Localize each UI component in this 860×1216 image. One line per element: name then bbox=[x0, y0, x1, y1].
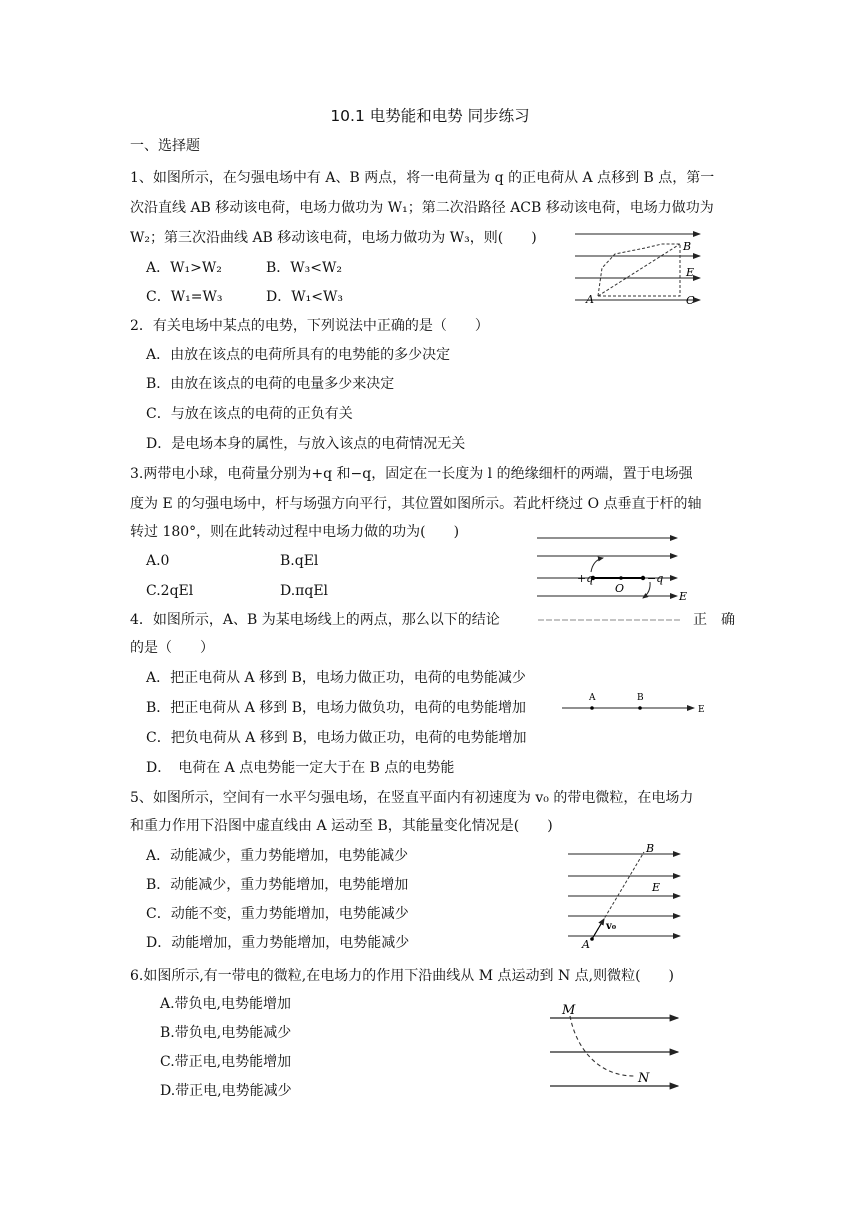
q1-label-c: C bbox=[686, 294, 695, 307]
q5-option-c: C．动能不变，重力势能增加，电势能减少 bbox=[146, 906, 409, 922]
q5-label-a: A bbox=[582, 938, 590, 951]
q2-stem: 2．有关电场中某点的电势，下列说法中正确的是（ ） bbox=[130, 318, 489, 334]
q6-option-d: D.带正电,电势能减少 bbox=[160, 1083, 292, 1099]
page-title: 10.1 电势能和电势 同步练习 bbox=[330, 107, 530, 125]
q3-rotation-arrow-left bbox=[591, 558, 603, 572]
q1-stem-line-2: 次沿直线 AB 移动该电荷，电场力做功为 W₁；第二次沿路径 ACB 移动该电荷，电场力做功为 bbox=[130, 200, 714, 216]
q6-stem: 6.如图所示,有一带电的微粒,在电场力的作用下沿曲线从 M 点运动到 N 点,则微粒( ) bbox=[130, 968, 675, 984]
q6-option-b: B.带负电,电势能减少 bbox=[160, 1025, 292, 1041]
q3-option-c: C.2qEl bbox=[146, 583, 194, 599]
q4-stem-line-1: 4．如图所示，A、B 为某电场线上的两点，那么以下的结论 bbox=[130, 612, 500, 628]
q3-stem-line-1: 3.两带电小球，电荷量分别为+q 和−q，固定在一长度为 l 的绝缘细杆的两端，置于电场强 bbox=[130, 466, 693, 482]
q3-option-d: D.πqEl bbox=[280, 583, 329, 599]
q5-option-b: B．动能减少，重力势能增加，电势能增加 bbox=[146, 877, 409, 893]
q5-option-a: A．动能减少，重力势能增加，电势能减少 bbox=[146, 848, 409, 864]
q2-option-b: B．由放在该点的电荷的电量多少来决定 bbox=[146, 376, 395, 392]
q1-option-d: D．W₁<W₃ bbox=[266, 289, 343, 305]
q4-field-line-figure bbox=[560, 690, 710, 716]
q3-option-a: A.0 bbox=[146, 553, 170, 569]
q5-stem-line-2: 和重力作用下沿图中虚直线由 A 运动至 B，其能量变化情况是( ) bbox=[130, 818, 553, 834]
q6-trajectory bbox=[570, 1016, 634, 1076]
q3-charge-negative bbox=[641, 576, 645, 580]
q4-point-b bbox=[638, 706, 642, 710]
q1-option-b: B．W₃<W₂ bbox=[266, 260, 343, 276]
q3-stem-line-3: 转过 180°，则在此转动过程中电场力做的功为( ) bbox=[130, 524, 460, 540]
q6-label-m: M bbox=[562, 1003, 576, 1018]
section-heading: 一、选择题 bbox=[130, 138, 200, 154]
q5-option-d: D．动能增加，重力势能增加，电势能减少 bbox=[146, 935, 410, 951]
q4-faint-line bbox=[536, 616, 682, 624]
q1-label-b: B bbox=[683, 240, 692, 253]
q4-stem-line-2: 的是（ ） bbox=[130, 640, 214, 656]
q1-straight-path-ab bbox=[598, 244, 680, 296]
q4-point-a bbox=[590, 706, 594, 710]
q6-option-a: A.带负电,电势能增加 bbox=[160, 996, 292, 1012]
q5-point-a bbox=[590, 937, 594, 941]
q1-field-figure bbox=[570, 224, 710, 314]
q3-label-plus-q: +q bbox=[577, 572, 594, 585]
q3-stem-line-2: 度为 E 的匀强电场中，杆与场强方向平行，其位置如图所示。若此杆绕过 O 点垂直于杆的轴 bbox=[130, 496, 702, 512]
q1-label-e: E bbox=[686, 266, 695, 279]
q1-option-a: A．W₁>W₂ bbox=[146, 260, 222, 276]
q4-label-a: A bbox=[589, 693, 596, 703]
q6-label-n: N bbox=[638, 1071, 650, 1086]
q2-option-a: A．由放在该点的电荷所具有的电势能的多少决定 bbox=[146, 347, 451, 363]
q3-pivot bbox=[619, 576, 623, 580]
q4-option-b: B．把正电荷从 A 移到 B，电场力做负功，电荷的电势能增加 bbox=[146, 700, 527, 716]
q5-label-e: E bbox=[652, 881, 661, 894]
q3-label-minus-q: −q bbox=[647, 572, 664, 585]
q4-option-d: D． 电荷在 A 点电势能一定大于在 B 点的电势能 bbox=[146, 760, 455, 776]
q2-option-c: C．与放在该点的电荷的正负有关 bbox=[146, 406, 353, 422]
q6-option-c: C.带正电,电势能增加 bbox=[160, 1054, 292, 1070]
q1-stem-line-3: W₂；第三次沿曲线 AB 移动该电荷，电场力做功为 W₃，则( ) bbox=[130, 230, 537, 246]
q5-stem-line-1: 5、如图所示，空间有一水平匀强电场，在竖直平面内有初速度为 v₀ 的带电微粒，在电场力 bbox=[130, 790, 694, 806]
q5-field-figure bbox=[566, 840, 690, 950]
q4-label-e: E bbox=[698, 705, 705, 715]
q1-stem-line-1: 1、如图所示，在匀强电场中有 A、B 两点，将一电荷量为 q 的正电荷从 A 点移到 B 点，第一 bbox=[130, 170, 715, 186]
q5-label-v0: v₀ bbox=[606, 921, 617, 932]
q3-label-o: O bbox=[615, 582, 625, 595]
q4-stem-tail: 正 确 bbox=[693, 612, 735, 628]
q1-option-c: C．W₁=W₃ bbox=[146, 289, 223, 305]
q3-option-b: B.qEl bbox=[280, 553, 319, 569]
q1-label-a: A bbox=[586, 293, 594, 306]
q3-rod-figure bbox=[535, 530, 695, 602]
q6-field-figure bbox=[548, 996, 688, 1092]
q4-label-b: B bbox=[637, 693, 644, 703]
q2-option-d: D．是电场本身的属性，与放入该点的电荷情况无关 bbox=[146, 436, 466, 452]
q4-option-a: A．把正电荷从 A 移到 B，电场力做正功，电荷的电势能减少 bbox=[146, 670, 526, 686]
q5-label-b: B bbox=[646, 842, 655, 855]
q4-option-c: C．把负电荷从 A 移到 B，电场力做正功，电荷的电势能增加 bbox=[146, 730, 527, 746]
q3-label-e: E bbox=[679, 590, 688, 603]
